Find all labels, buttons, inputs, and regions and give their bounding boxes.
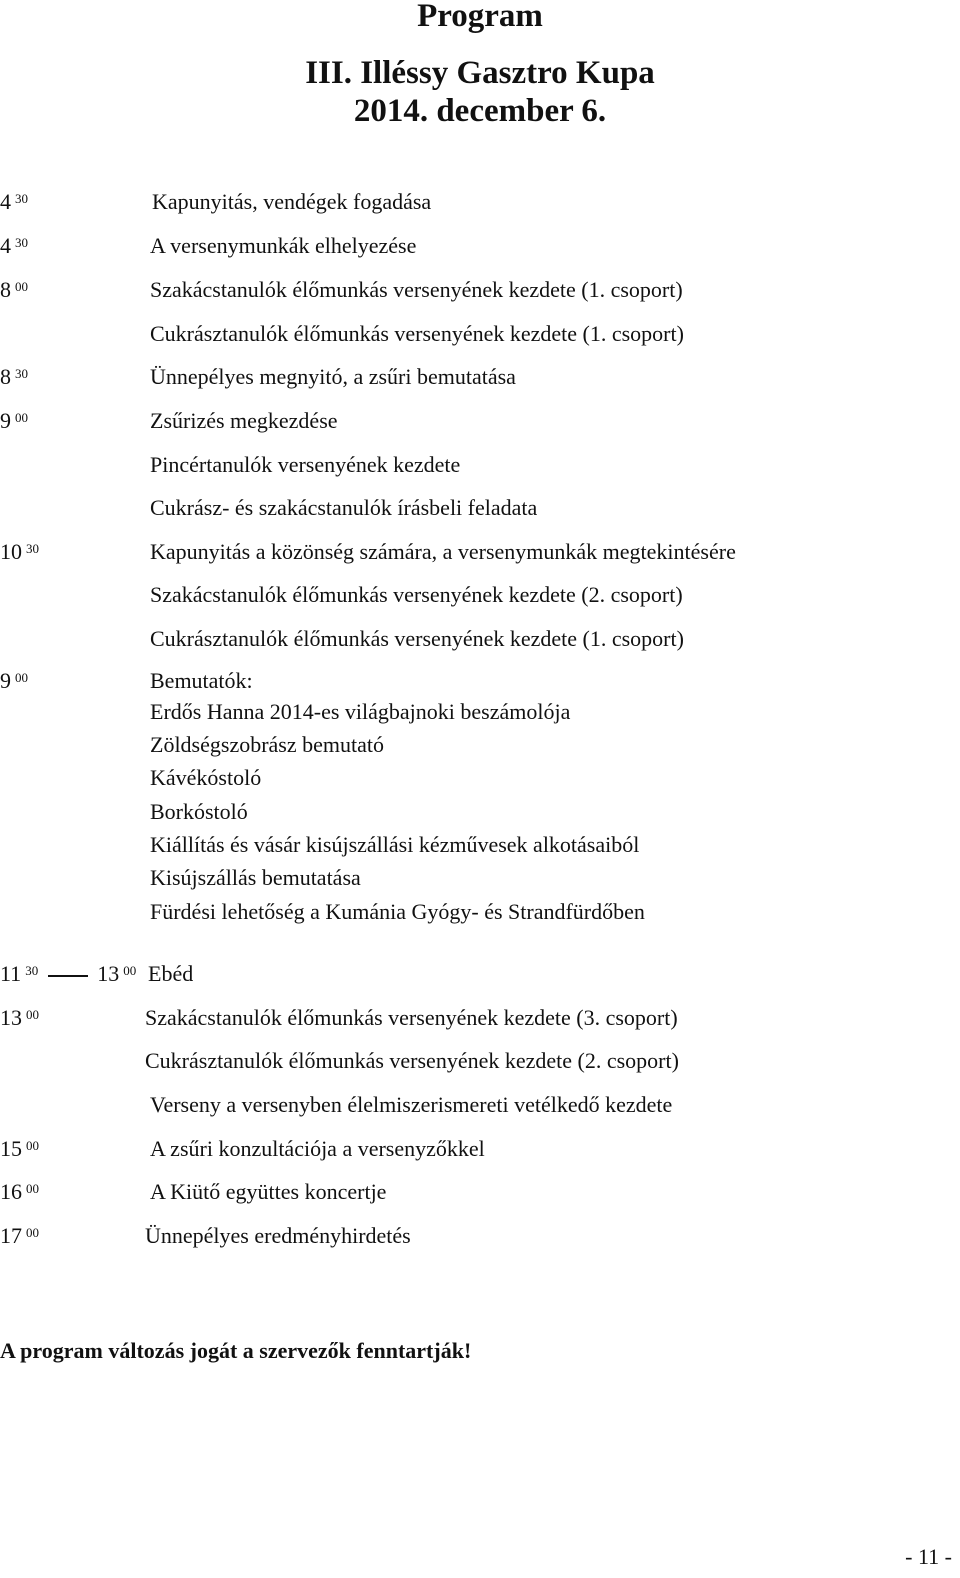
schedule-item: Zöldségszobrász bemutató [150,732,384,757]
schedule-item: Cukrásztanulók élőmunkás versenyének kezdete (2. csoport) [145,1048,679,1073]
schedule-item: Borkóstoló [150,799,248,824]
schedule-item: Kapunyitás a közönség számára, a versenymunkák megtekintésére [150,539,736,564]
schedule-item: Zsűrizés megkezdése [150,408,338,433]
schedule-item: Kávékóstoló [150,765,262,790]
schedule-item: Kapunyitás, vendégek fogadása [152,189,432,214]
footer-notice: A program változás jogát a szervezők fenntartják! [0,1338,472,1363]
time-0800: 8 $^{00}$ [0,277,28,302]
schedule-item: Kiállítás és vásár kisújszállási kézművesek alkotásaiból [150,832,640,857]
time-1030: 10 $^{30}$ [0,539,39,564]
schedule-item: Bemutatók: [150,668,253,693]
time-0830: 8 $^{30}$ [0,364,28,389]
schedule-item: Cukrásztanulók élőmunkás versenyének kezdete (1. csoport) [150,321,684,346]
schedule-item: A Kiütő együttes koncertje [150,1179,387,1204]
schedule-item: Szakácstanulók élőmunkás versenyének kezdete (2. csoport) [150,582,683,607]
schedule-item: Szakácstanulók élőmunkás versenyének kezdete (1. csoport) [150,277,683,302]
schedule-item: Ebéd [148,961,194,986]
time-1500: 15 $^{00}$ [0,1136,39,1161]
schedule-item: A versenymunkák elhelyezése [150,233,417,258]
page-number: - 11 - [905,1544,952,1569]
schedule-item: Ünnepélyes eredményhirdetés [145,1223,411,1248]
time-1700: 17 $^{00}$ [0,1223,39,1248]
schedule-item: A zsűri konzultációja a versenyzőkkel [150,1136,485,1161]
schedule-item: Kisújszállás bemutatása [150,865,361,890]
schedule-item: Cukrász- és szakácstanulók írásbeli feladata [150,495,538,520]
schedule-item: Szakácstanulók élőmunkás versenyének kezdete (3. csoport) [145,1005,678,1030]
event-title: III. Illéssy Gasztro Kupa [305,55,655,91]
time-1600: 16 $^{00}$ [0,1179,39,1204]
time-0430-b: 4 $^{30}$ [0,233,28,258]
program-heading: Program [417,0,543,34]
schedule-item: Pincértanulók versenyének kezdete [150,452,461,477]
time-0430-a: 4 $^{30}$ [0,189,28,214]
time-1130-1300: 11 $^{30}$ 13 $^{00}$ [0,961,137,986]
schedule-item: Ünnepélyes megnyitó, a zsűri bemutatása [150,364,516,389]
time-0900-b: 9 $^{00}$ [0,668,28,693]
schedule-item: Cukrásztanulók élőmunkás versenyének kezdete (1. csoport) [150,626,684,651]
schedule-item: Verseny a versenyben élelmiszerismereti vetélkedő kezdete [150,1092,673,1117]
schedule-item: Erdős Hanna 2014-es világbajnoki beszámolója [150,699,571,724]
schedule-item: Fürdési lehetőség a Kumánia Gyógy- és Strandfürdőben [150,899,645,924]
event-date: 2014. december 6. [353,93,607,129]
time-0900-a: 9 $^{00}$ [0,408,28,433]
time-1300: 13 $^{00}$ [0,1005,39,1030]
